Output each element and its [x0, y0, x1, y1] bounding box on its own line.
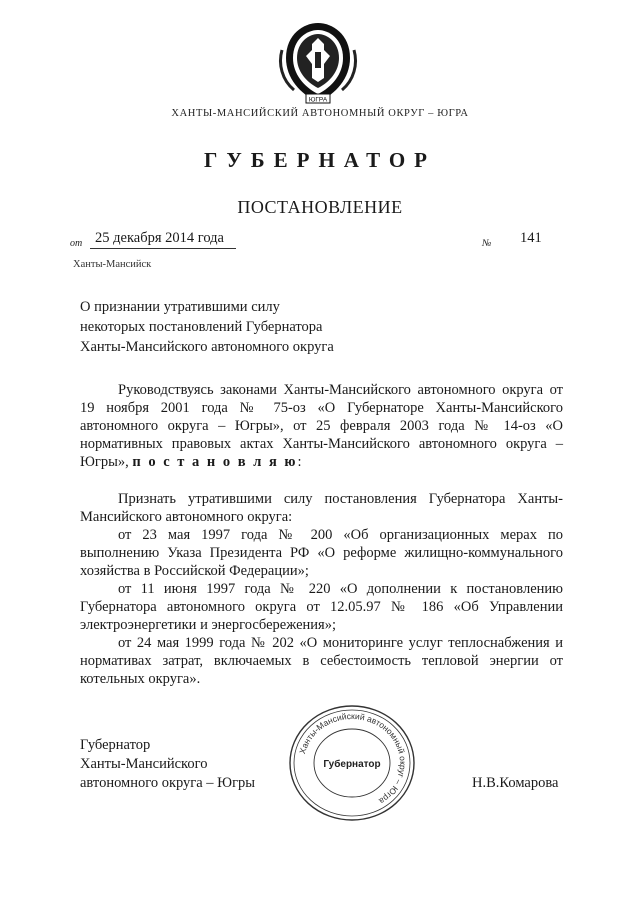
repealed-item: от 23 мая 1997 года № 200 «Об организационных мерах по выполнению Указа Президента РФ «О реформе жилищно-коммунального хозяйства в Российской Федерации»;: [80, 527, 563, 579]
body-paragraph-preamble: [80, 381, 563, 471]
stamp-center-text: Губернатор: [323, 759, 381, 770]
date-number-row: [70, 230, 570, 252]
coat-of-arms-emblem: [272, 20, 364, 106]
stamp-ring-text: Ханты-Мансийский автономный округ – Югра: [297, 710, 409, 807]
document-subject: [80, 297, 334, 357]
official-stamp: [286, 703, 418, 823]
document-number: 141: [520, 230, 542, 246]
number-label: №: [482, 238, 492, 249]
preamble-colon: :: [297, 454, 302, 470]
date-underline: [90, 248, 236, 249]
document-date: 25 декабря 2014 года: [95, 230, 224, 246]
date-prefix-label: от: [70, 238, 83, 249]
region-name: ХАНТЫ-МАНСИЙСКИЙ АВТОНОМНЫЙ ОКРУГ – ЮГРА: [171, 108, 469, 119]
subject-line: О признании утратившими силу: [80, 299, 280, 315]
repealed-item: от 24 мая 1999 года № 202 «О мониторинге услуг теплоснабжения и нормативах затрат, включаемых в себестоимость тепловой энергии от котельных округа».: [80, 635, 563, 687]
preamble-text: Руководствуясь законами Ханты-Мансийского автономного округа от 19 ноября 2001 года № 75-оз «О Губернаторе Ханты-Мансийского автономного округа – Югры», от 25 февраля 2003 года № 14-оз «О нормативных правовых актах Ханты-Мансийского автономного округа – Югры»,: [80, 382, 563, 470]
issue-city: Ханты-Мансийск: [73, 259, 152, 270]
document-authority-title: ГУБЕРНАТОР: [203, 148, 437, 172]
emblem-label: ЮГРА: [308, 96, 328, 104]
document-type: ПОСТАНОВЛЕНИЕ: [237, 197, 403, 217]
signatory-position: [80, 736, 255, 793]
subject-line: Ханты-Мансийского автономного округа: [80, 339, 334, 355]
document-body: [80, 381, 563, 688]
signatory-position-line: автономного округа – Югры: [80, 775, 256, 791]
signatory-position-line: Ханты-Мансийского: [80, 756, 208, 772]
body-paragraph-decision: Признать утратившими силу постановления Губернатора Ханты-Мансийского автономного округа:: [80, 491, 563, 525]
signatory-position-line: Губернатор: [80, 737, 151, 753]
signatory-name: Н.В.Комарова: [472, 775, 559, 791]
resolution-keyword: п о с т а н о в л я ю: [132, 454, 298, 470]
repealed-item: от 11 июня 1997 года № 220 «О дополнении к постановлению Губернатора автономного округа от 12.05.97 № 186 «Об Управлении электроэнергетики и энергосбережения»;: [80, 581, 563, 633]
subject-line: некоторых постановлений Губернатора: [80, 319, 323, 335]
